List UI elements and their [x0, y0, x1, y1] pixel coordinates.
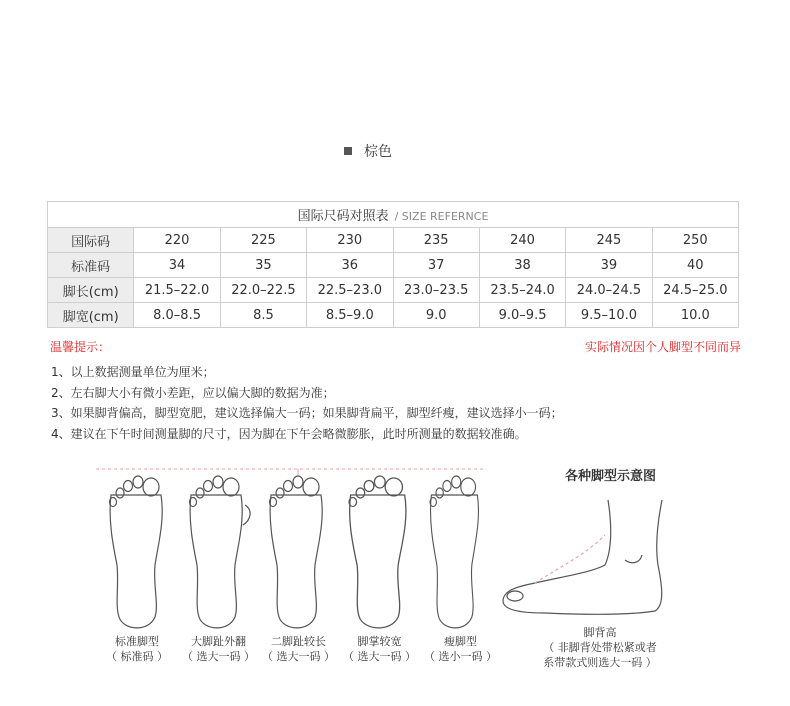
- color-swatch: [344, 147, 352, 155]
- foot-side-view-icon: [503, 500, 662, 614]
- foot-standard-icon: [110, 476, 163, 628]
- table-cell: 8.0–8.5: [134, 303, 220, 328]
- table-cell: 9.0–9.5: [479, 303, 565, 328]
- table-cell: 21.5–22.0: [134, 278, 220, 303]
- table-cell: 38: [479, 253, 565, 278]
- table-cell: 34: [134, 253, 220, 278]
- table-cell: 22.5–23.0: [307, 278, 393, 303]
- foot-label-high-instep: [520, 625, 680, 670]
- foot-type-advice: （ 选小一码 ）: [424, 650, 497, 663]
- tips-disclaimer: 实际情况因个人脚型不同而异: [584, 340, 741, 354]
- table-cell: 250: [652, 228, 738, 253]
- table-cell: 9.0: [393, 303, 479, 328]
- table-cell: 220: [134, 228, 220, 253]
- table-cell: 240: [479, 228, 565, 253]
- foot-slim-icon: [430, 476, 478, 628]
- note-item: 3、如果脚背偏高，脚型宽肥，建议选择偏大一码；如果脚背扁平，脚型纤瘦，建议选择小一码；: [51, 406, 563, 420]
- table-cell: 35: [220, 253, 306, 278]
- table-cell: 8.5: [220, 303, 306, 328]
- note-item: 2、左右脚大小有微小差距，应以偏大脚的数据为准；: [51, 385, 335, 400]
- foot-label-slim: [424, 634, 497, 664]
- table-cell: 36: [307, 253, 393, 278]
- table-row: [48, 228, 739, 253]
- foot-label-wide: [343, 634, 416, 664]
- note-item: 1、以上数据测量单位为厘米；: [51, 365, 215, 379]
- table-cell: 230: [307, 228, 393, 253]
- tips-heading: 温馨提示：: [50, 340, 111, 354]
- foot-type-name: 二脚趾较长: [271, 635, 326, 648]
- color-name: 棕色: [364, 144, 392, 160]
- foot-type-name: 标准脚型: [115, 635, 159, 648]
- table-cell: 23.5–24.0: [479, 278, 565, 303]
- foot-bunion-icon: [190, 476, 251, 628]
- table-cell: 245: [566, 228, 652, 253]
- size-table-title-row: [48, 202, 739, 228]
- color-option: [344, 141, 392, 161]
- table-row: [48, 278, 739, 303]
- table-row: [48, 303, 739, 328]
- table-cell: 8.5–9.0: [307, 303, 393, 328]
- foot-type-name: 大脚趾外翻: [191, 635, 246, 648]
- table-cell: 24.5–25.0: [652, 278, 738, 303]
- table-cell: 24.0–24.5: [566, 278, 652, 303]
- table-cell: 225: [220, 228, 306, 253]
- foot-types-title: 各种脚型示意图: [565, 469, 657, 484]
- size-table-title: [48, 202, 739, 228]
- foot-label-bunion: [182, 634, 255, 664]
- table-cell: 22.0–22.5: [220, 278, 306, 303]
- foot-type-advice: （ 非脚背处带松紧或者: [543, 641, 657, 654]
- foot-label-long-second-toe: [262, 634, 335, 664]
- row-header: 标准码: [48, 253, 134, 278]
- foot-type-name: 瘦脚型: [444, 635, 477, 648]
- size-table-title-text: 国际尺码对照表: [297, 209, 389, 224]
- table-cell: 9.5–10.0: [566, 303, 652, 328]
- row-header: 国际码: [48, 228, 134, 253]
- foot-type-advice: （ 选大一码 ）: [182, 650, 255, 663]
- table-cell: 40: [652, 253, 738, 278]
- foot-long-second-toe-icon: [270, 469, 323, 628]
- table-cell: 23.0–23.5: [393, 278, 479, 303]
- foot-wide-icon: [349, 476, 406, 628]
- foot-types-illustration: [0, 455, 790, 635]
- table-row: [48, 253, 739, 278]
- table-cell: 235: [393, 228, 479, 253]
- table-cell: 10.0: [652, 303, 738, 328]
- row-header: 脚长(cm): [48, 278, 134, 303]
- foot-type-name: 脚背高: [583, 626, 617, 639]
- table-cell: 37: [393, 253, 479, 278]
- size-table-subtitle: / SIZE REFERNCE: [394, 210, 489, 223]
- row-header: 脚宽(cm): [48, 303, 134, 328]
- foot-label-standard: [106, 634, 168, 664]
- foot-type-advice: 系带款式则选大一码 ）: [543, 656, 657, 669]
- table-cell: 39: [566, 253, 652, 278]
- foot-type-advice: （ 选大一码 ）: [262, 650, 335, 663]
- notes-list: [51, 362, 563, 444]
- size-chart-table: [47, 201, 739, 328]
- note-item: 4、建议在下午时间测量脚的尺寸，因为脚在下午会略微膨胀，此时所测量的数据较准确。: [51, 426, 527, 441]
- foot-type-name: 脚掌较宽: [357, 635, 402, 648]
- foot-type-advice: （ 选大一码 ）: [343, 650, 416, 663]
- foot-type-advice: （ 标准码 ）: [106, 650, 168, 663]
